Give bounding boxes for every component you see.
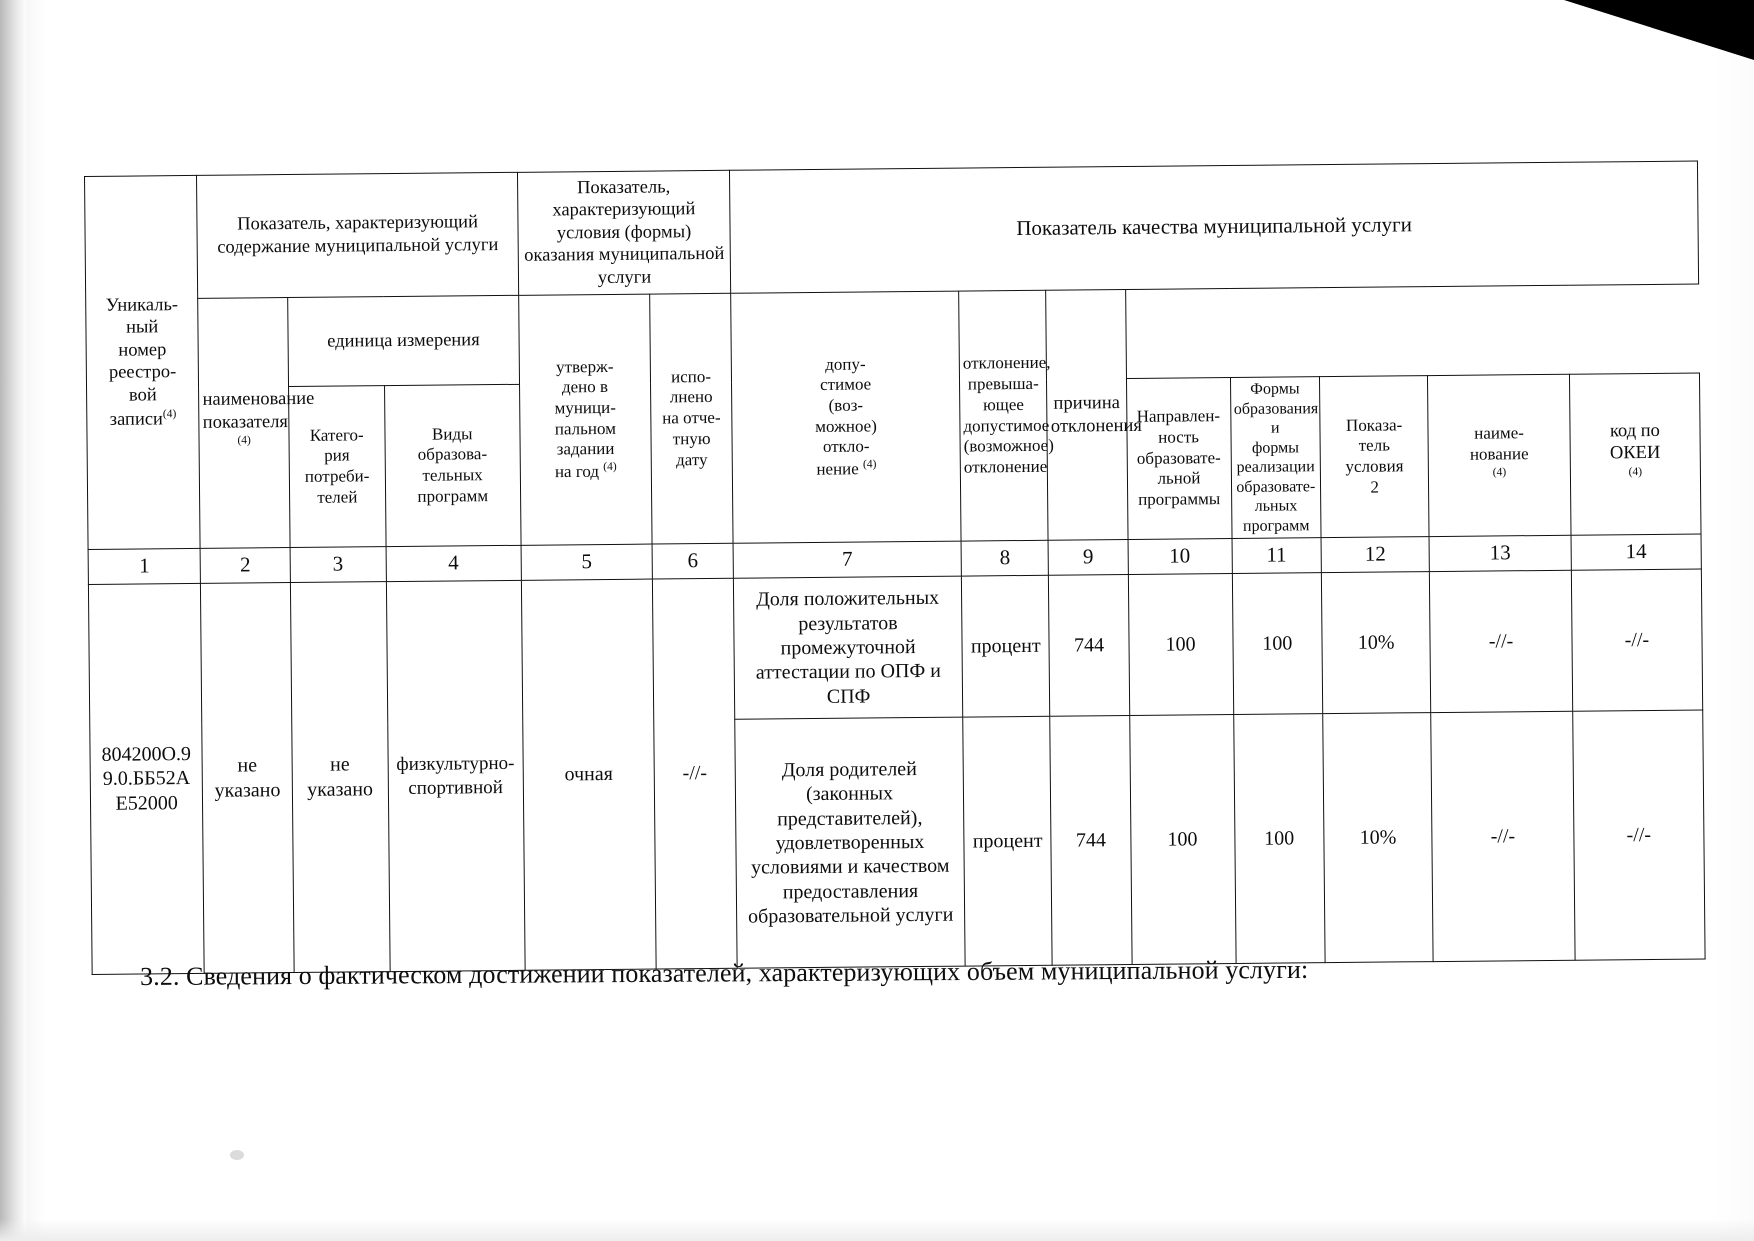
footnote-marker: (4) xyxy=(1628,465,1643,478)
header-row-second xyxy=(86,284,1700,388)
header-unit-name xyxy=(1428,374,1571,536)
footnote-marker: (4) xyxy=(1492,465,1507,479)
column-number-7: 7 xyxy=(733,541,961,578)
cell-allowed-deviation: 10% xyxy=(1321,572,1431,714)
header-program-types: Виды образова- тельных программ xyxy=(384,384,521,546)
header-allowed-deviation-label: допу- стимое (воз- можное) откло- нение xyxy=(815,354,877,479)
header-approved-in-task xyxy=(519,294,653,545)
header-quality-indicator: Показатель качества муниципальной услуги xyxy=(730,161,1699,293)
cell-exceeding-deviation: -//- xyxy=(1431,711,1575,961)
column-number-11: 11 xyxy=(1232,538,1322,574)
cell-indicator-name: Доля родителей (законных представителей), удовлетворенных условиями и качеством предоставления образовательной услуги xyxy=(735,717,965,968)
header-content-indicator: Показатель, характеризующий содержание муниципальной услуги xyxy=(197,172,519,298)
column-number-3: 3 xyxy=(290,547,386,583)
cell-unit-name: процент xyxy=(961,575,1050,717)
header-program-direction: Направлен- ность образовате- льной программы xyxy=(1126,378,1232,540)
header-unit-of-measure: единица измерения xyxy=(288,295,520,386)
cell-okei-code: 744 xyxy=(1050,716,1131,966)
column-number-2: 2 xyxy=(200,548,290,584)
cell-unique-number: 804200О.9 9.0.ББ52А Е52000 xyxy=(88,584,204,975)
cell-exceeding-deviation: -//- xyxy=(1430,570,1573,712)
header-education-forms: Формы образования и формы реализации образовате- льных программ xyxy=(1230,377,1321,539)
column-number-14: 14 xyxy=(1571,534,1702,570)
cell-indicator-name: Доля положительных результатов промежуточной аттестации по ОПФ и СПФ xyxy=(734,576,963,719)
cell-approved: 100 xyxy=(1129,715,1235,965)
cell-executed: 100 xyxy=(1232,573,1323,715)
cell-condition-2: -//- xyxy=(652,578,737,969)
cell-deviation-reason: -//- xyxy=(1571,569,1703,711)
header-approved-label: утверж- дено в муници- пальном задании на год xyxy=(554,356,616,482)
footnote-marker: (4) xyxy=(603,461,617,474)
header-indicator-name xyxy=(198,298,315,549)
footnote-marker: (4) xyxy=(237,434,251,447)
column-number-1: 1 xyxy=(88,549,201,585)
cell-executed: 100 xyxy=(1233,714,1325,964)
column-number-5: 5 xyxy=(521,544,652,580)
scan-speckle xyxy=(230,1150,244,1160)
cell-deviation-reason: -//- xyxy=(1572,710,1705,960)
table-row xyxy=(88,569,1702,725)
header-okei-code xyxy=(1569,373,1701,535)
cell-unit-name: процент xyxy=(963,716,1053,966)
header-unit-name-label: наиме- нование xyxy=(1469,423,1529,464)
cell-program-types: не указано xyxy=(290,582,389,973)
scan-left-edge xyxy=(0,0,26,1241)
section-caption: 3.2. Сведения о фактическом достижении показателей, характеризующих объем муниципальной услуги: xyxy=(140,954,1309,991)
scan-bottom-shadow xyxy=(0,1219,1754,1241)
column-number-4: 4 xyxy=(386,545,522,581)
cell-program-direction: физкультурно- спортивной xyxy=(386,580,525,971)
column-number-13: 13 xyxy=(1429,535,1571,571)
cell-okei-code: 744 xyxy=(1049,575,1129,717)
column-number-8: 8 xyxy=(961,540,1049,576)
cell-allowed-deviation: 10% xyxy=(1323,713,1434,963)
header-condition-2: Показа- тель условия 2 xyxy=(1320,376,1430,538)
header-deviation-reason: причина отклонения xyxy=(1046,290,1127,541)
cell-education-forms: очная xyxy=(521,579,656,970)
column-number-10: 10 xyxy=(1128,539,1232,575)
column-number-12: 12 xyxy=(1321,537,1430,573)
report-table-container xyxy=(84,161,1706,976)
column-number-9: 9 xyxy=(1048,540,1127,576)
cell-approved: 100 xyxy=(1128,574,1233,716)
header-unique-number xyxy=(85,175,201,549)
header-indicator-name-label: наименование показателя xyxy=(202,388,315,433)
footnote-marker: (4) xyxy=(162,407,177,420)
footnote-marker: (4) xyxy=(862,458,877,471)
header-consumer-category: Катего- рия потреби- телей xyxy=(288,386,385,548)
cell-consumer-category: не указано xyxy=(201,583,294,974)
header-exceeding-deviation: отклонение, превыша- ющее допустимое (возможное) отклонение xyxy=(959,290,1049,541)
municipal-service-quality-table xyxy=(84,161,1706,976)
header-unique-number-label: Уникаль- ный номер реестро- вой записи xyxy=(105,294,179,430)
header-conditions-indicator: Показатель, характеризующий условия (формы) оказания муниципальной услуги xyxy=(517,170,730,295)
header-allowed-deviation xyxy=(731,291,961,543)
header-okei-code-label: код по ОКЕИ xyxy=(1609,420,1661,464)
header-row-top xyxy=(85,161,1699,299)
header-executed-on-date: испо- лнено на отче- тную дату xyxy=(650,293,734,544)
column-number-6: 6 xyxy=(652,543,733,579)
